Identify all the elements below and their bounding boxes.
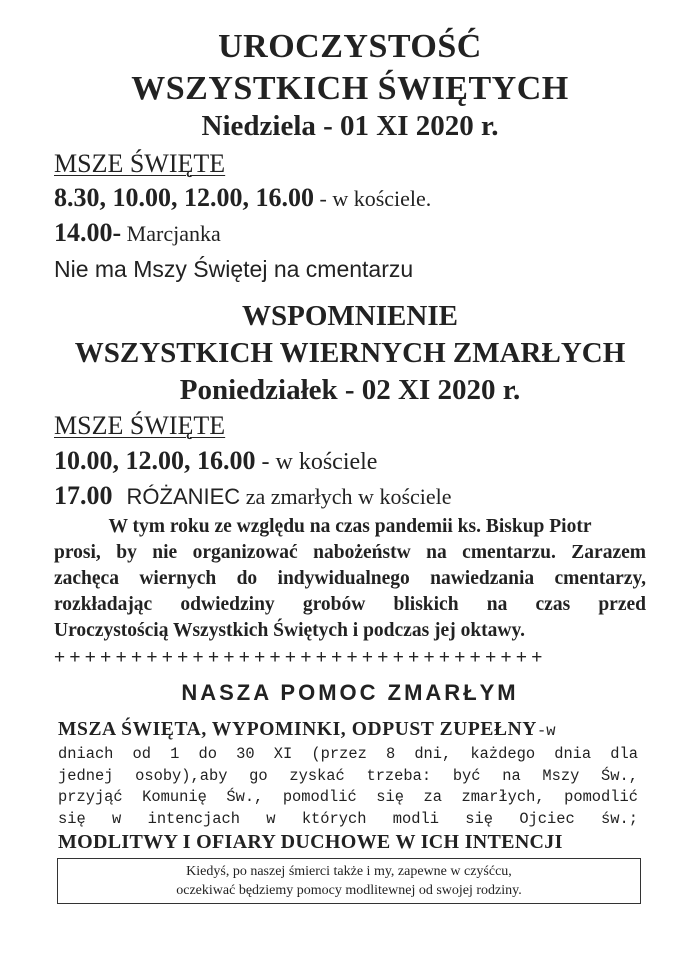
mass-times-1-hours: 8.30, 10.00, 12.00, 16.00 <box>54 183 314 212</box>
masses-heading-2: MSZE ŚWIĘTE <box>54 411 226 440</box>
footer-quote-box <box>57 858 641 904</box>
title-line-1: UROCZYSTOŚĆ <box>218 28 482 65</box>
paragraph-line-4: rozkładając odwiedziny grobów bliskich na czas przed <box>54 594 646 615</box>
date-sunday: Niedziela - 01 XI 2020 r. <box>201 110 499 142</box>
mass-times-2-hours: 14.00- <box>54 218 122 247</box>
plus-divider: ++++++++++++++++++++++++++++++++ <box>54 647 547 668</box>
mass-times-3-hours: 10.00, 12.00, 16.00 <box>54 446 256 475</box>
mass-times-1-place: - w kościele. <box>314 186 432 211</box>
help-line-4: się w intencjach w których modli się Ojciec św.; <box>58 809 638 828</box>
section2-title-line-2: WSZYSTKICH WIERNYCH ZMARŁYCH <box>74 337 626 369</box>
rosary-label: RÓŻANIEC <box>126 484 241 509</box>
mass-times-1 <box>54 183 431 213</box>
paragraph-line-5: Uroczystością Wszystkich Świętych i podczas jej oktawy. <box>54 620 526 641</box>
help-closing: MODLITWY I OFIARY DUCHOWE W ICH INTENCJI <box>58 831 563 853</box>
help-details <box>58 744 638 830</box>
help-heading: NASZA POMOC ZMARŁYM <box>181 680 519 705</box>
help-lead-rest: -w <box>536 722 556 740</box>
help-line-1: dniach od 1 do 30 XI (przez 8 dni, każdego dnia dla <box>58 745 638 763</box>
mass-times-2-place: Marcjanka <box>121 221 221 246</box>
mass-times-3 <box>54 446 377 476</box>
rosary-rest: za zmarłych w kościele <box>240 484 452 509</box>
footer-quote-line-2: oczekiwać będziemy pomocy modlitewnej od swojej rodziny. <box>176 883 522 898</box>
footer-quote-line-1: Kiedyś, po naszej śmierci także i my, zapewne w czyśćcu, <box>186 864 512 879</box>
help-lead <box>58 719 640 741</box>
title-line-2: WSZYSTKICH ŚWIĘTYCH <box>131 70 569 107</box>
paragraph-line-3: zachęca wiernych do indywidualnego nawiedzania cmentarzy, <box>54 568 646 589</box>
date-monday: Poniedziałek - 02 XI 2020 r. <box>179 374 521 406</box>
no-cemetery-mass-note: Nie ma Mszy Świętej na cmentarzu <box>54 256 414 282</box>
masses-heading-1: MSZE ŚWIĘTE <box>54 149 226 178</box>
paragraph-line-1: W tym roku ze względu na czas pandemii ks. Biskup Piotr <box>108 516 592 537</box>
rosary-line <box>54 481 452 511</box>
help-line-3: przyjąć Komunię Św., pomodlić się za zmarłych, pomodlić <box>58 788 638 806</box>
section2-title-line-1: WSPOMNIENIE <box>242 300 458 332</box>
rosary-time: 17.00 <box>54 481 113 510</box>
pandemic-paragraph <box>54 514 646 644</box>
help-lead-bold: MSZA ŚWIĘTA, WYPOMINKI, ODPUST ZUPEŁNY <box>58 719 537 740</box>
help-line-2: jednej osoby),aby go zyskać trzeba: być na Mszy Św., <box>58 766 638 785</box>
mass-times-3-place: - w kościele <box>255 449 378 475</box>
mass-times-2 <box>54 218 221 248</box>
paragraph-line-2: prosi, by nie organizować nabożeństw na cmentarzu. Zarazem <box>54 542 646 563</box>
